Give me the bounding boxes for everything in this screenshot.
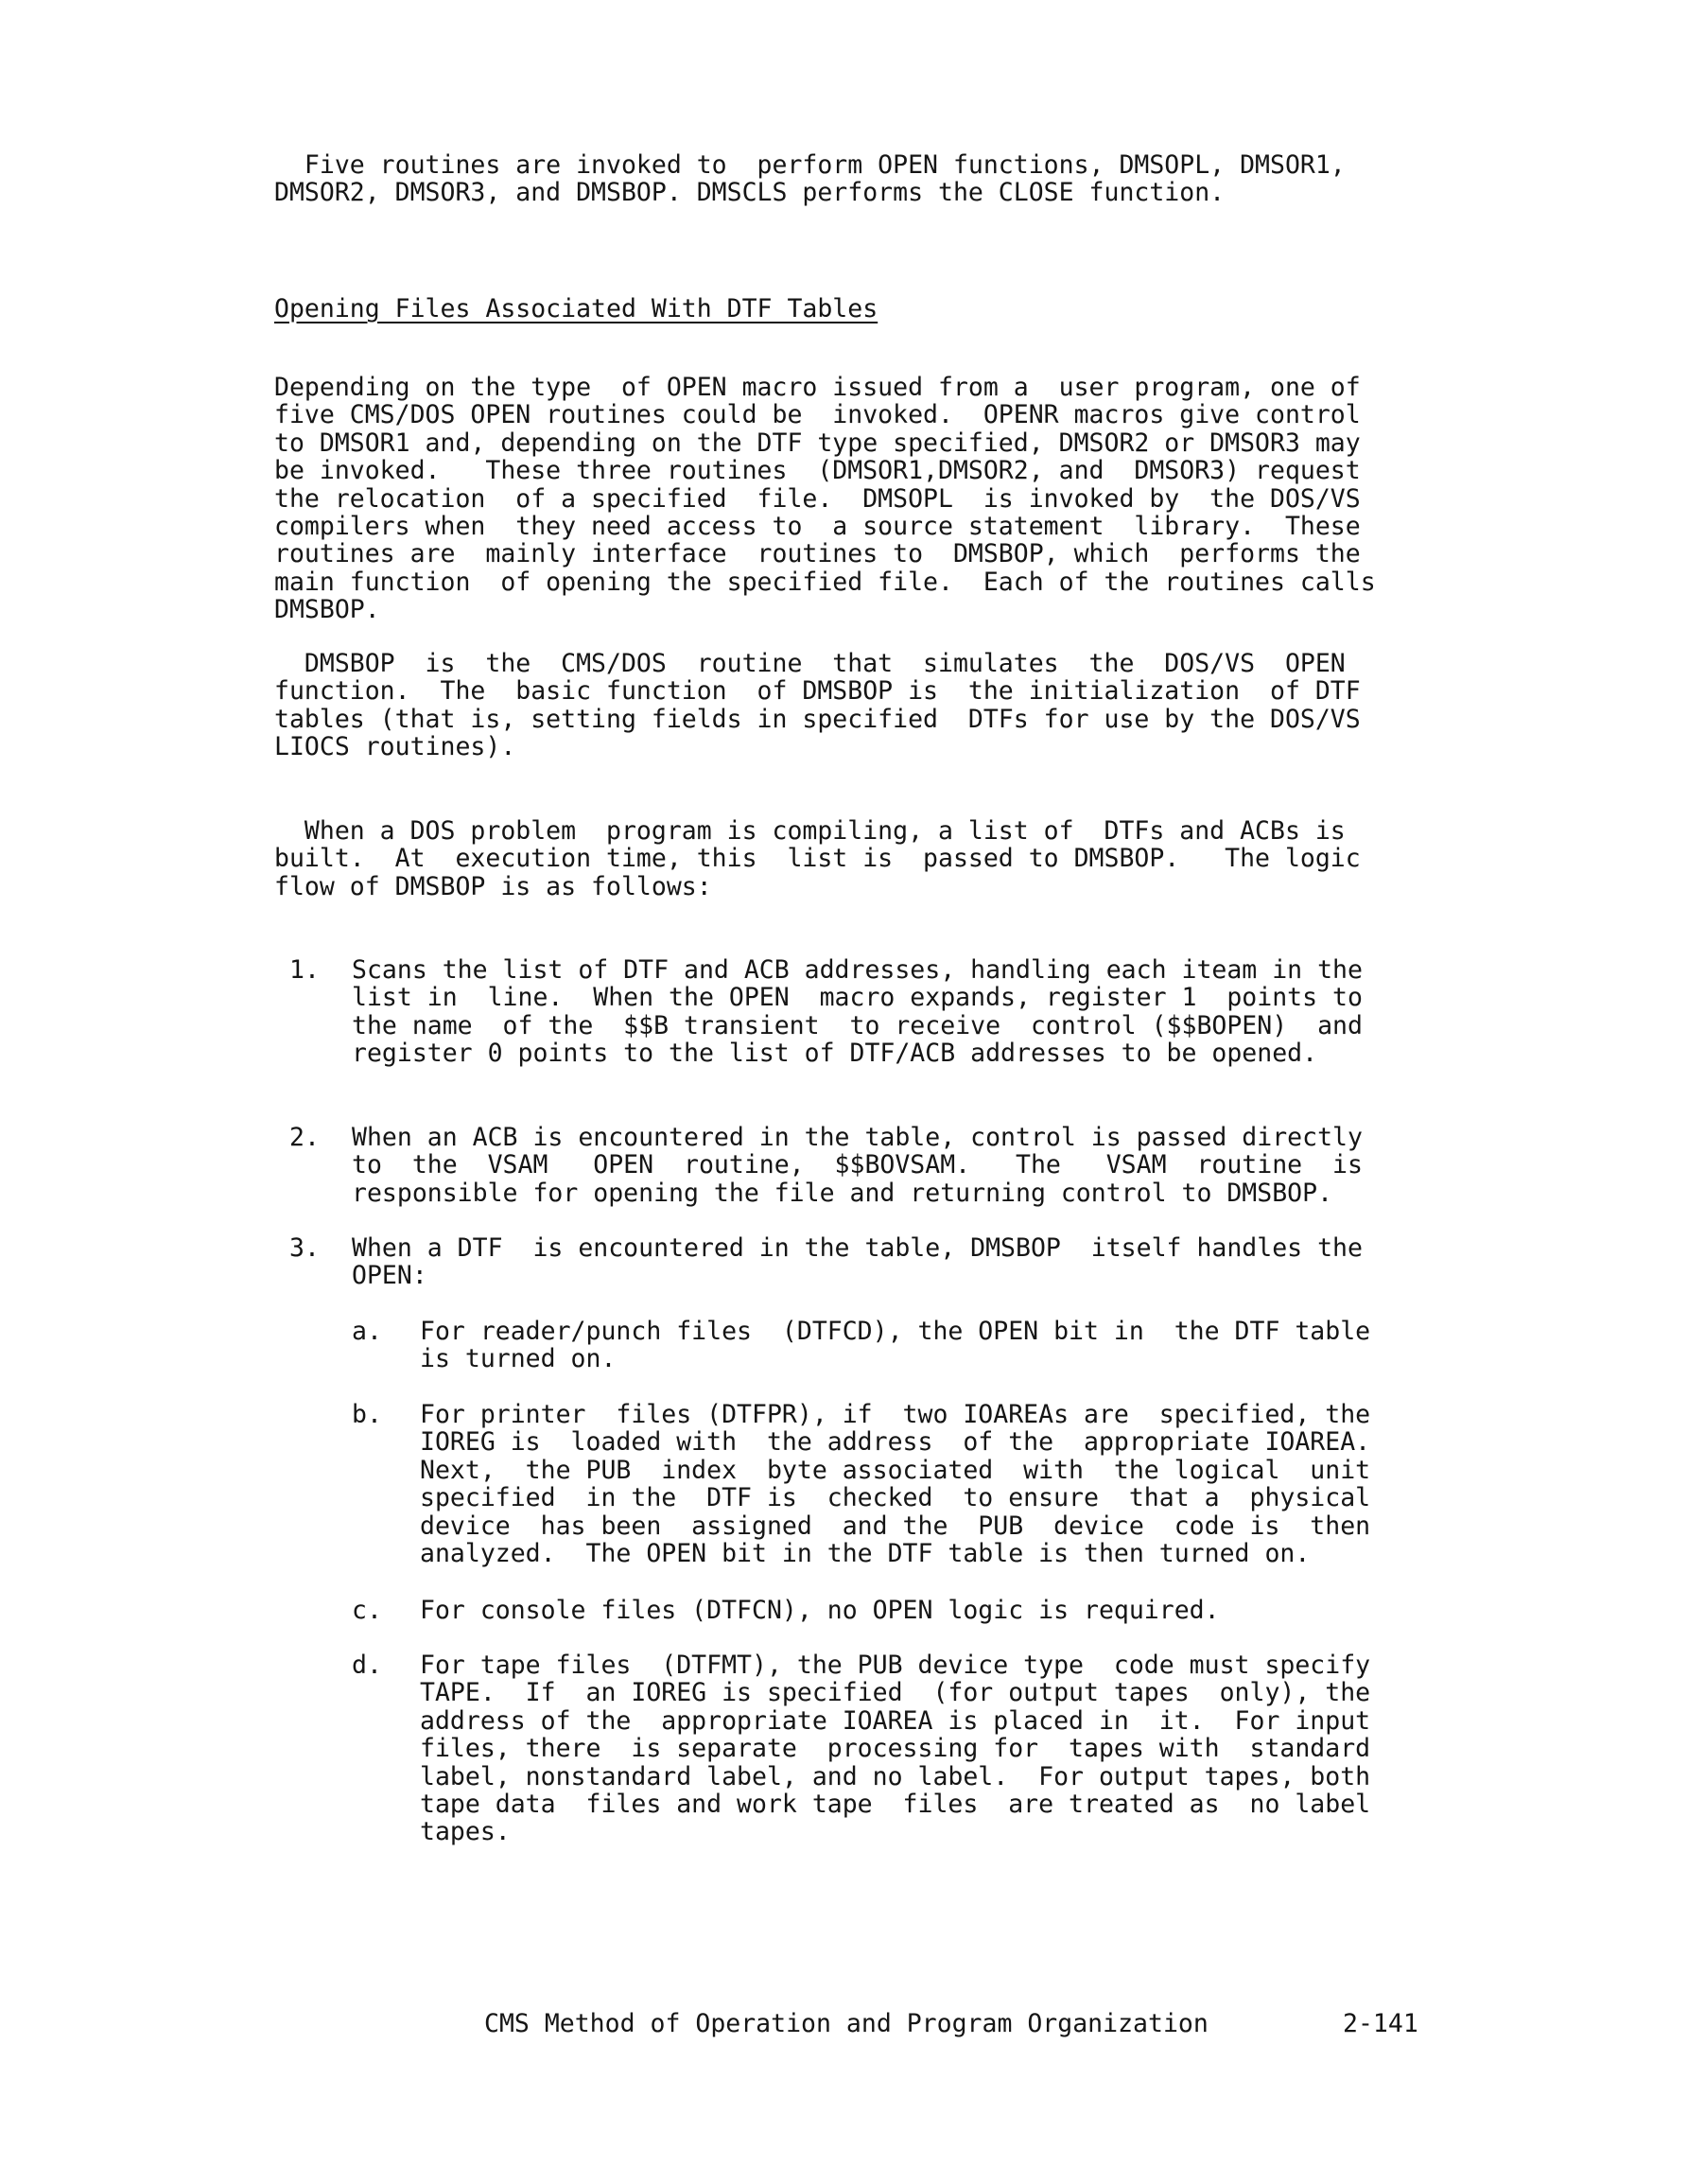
text-line: main function of opening the specified file. Each of the routines calls bbox=[274, 567, 1376, 597]
body-paragraph bbox=[274, 650, 1456, 761]
text-line: For tape files (DTFMT), the PUB device type code must specify bbox=[420, 1651, 1371, 1680]
text-line: five CMS/DOS OPEN routines could be invoked. OPENR macros give control bbox=[274, 400, 1361, 430]
text-line: analyzed. The OPEN bit in the DTF table is then turned on. bbox=[420, 1539, 1311, 1569]
list-marker: d. bbox=[352, 1651, 382, 1680]
page-number: 2-141 bbox=[1343, 2009, 1418, 2038]
text-line: Five routines are invoked to perform OPEN functions, DMSOPL, DMSOR1, bbox=[274, 150, 1346, 180]
sub-list-item bbox=[352, 1597, 1456, 1625]
text-line: tape data files and work tape files are treated as no label bbox=[420, 1790, 1371, 1820]
text-line: Depending on the type of OPEN macro issued from a user program, one of bbox=[274, 373, 1361, 402]
text-line: tapes. bbox=[420, 1817, 511, 1847]
list-item-text bbox=[352, 956, 1456, 1068]
sub-list-item bbox=[352, 1401, 1456, 1571]
text-line: compilers when they need access to a source statement library. These bbox=[274, 512, 1361, 542]
sub-list-item bbox=[352, 1651, 1456, 1850]
text-line: When a DOS problem program is compiling, a list of DTFs and ACBs is bbox=[274, 816, 1346, 846]
sub-list-item bbox=[352, 1318, 1456, 1374]
text-line: DMSBOP is the CMS/DOS routine that simulates the DOS/VS OPEN bbox=[274, 649, 1346, 678]
text-line: Next, the PUB index byte associated with the logical unit bbox=[420, 1455, 1371, 1485]
text-line: DMSOR2, DMSOR3, and DMSBOP. DMSCLS performs the CLOSE function. bbox=[274, 178, 1226, 208]
text-line: to DMSOR1 and, depending on the DTF type specified, DMSOR2 or DMSOR3 may bbox=[274, 428, 1361, 458]
text-line: IOREG is loaded with the address of the appropriate IOAREA. bbox=[420, 1427, 1371, 1458]
text-line: specified in the DTF is checked to ensure that a physical bbox=[420, 1483, 1371, 1513]
text-line: is turned on. bbox=[420, 1344, 617, 1374]
text-line: function. The basic function of DMSBOP is the initialization of DTF bbox=[274, 676, 1361, 707]
text-line: Scans the list of DTF and ACB addresses, handling each iteam in the bbox=[352, 955, 1363, 985]
text-line: For console files (DTFCN), no OPEN logic is required. bbox=[420, 1596, 1220, 1625]
list-item bbox=[274, 1124, 1456, 1209]
list-item-text bbox=[420, 1597, 1456, 1624]
footer-title: CMS Method of Operation and Program Organization bbox=[484, 2009, 1209, 2038]
text-line: the relocation of a specified file. DMSOPL is invoked by the DOS/VS bbox=[274, 483, 1361, 514]
text-line: responsible for opening the file and returning control to DMSBOP. bbox=[352, 1178, 1333, 1208]
text-line: OPEN: bbox=[352, 1261, 427, 1291]
text-line: address of the appropriate IOAREA is placed in it. For input bbox=[420, 1705, 1371, 1736]
text-line: the name of the $$B transient to receive control ($$BOPEN) and bbox=[352, 1010, 1363, 1040]
body-paragraph bbox=[274, 374, 1456, 624]
list-item-text bbox=[420, 1651, 1456, 1846]
text-line: to the VSAM OPEN routine, $$BOVSAM. The VSAM routine is bbox=[352, 1150, 1363, 1180]
list-item-text bbox=[420, 1318, 1456, 1373]
list-item-text bbox=[352, 1124, 1456, 1207]
text-line: register 0 points to the list of DTF/ACB addresses to be opened. bbox=[352, 1039, 1318, 1069]
text-line: When a DTF is encountered in the table, DMSBOP itself handles the bbox=[352, 1233, 1363, 1263]
text-line: When an ACB is encountered in the table, control is passed directly bbox=[352, 1123, 1363, 1152]
text-line: device has been assigned and the PUB device code is then bbox=[420, 1511, 1371, 1541]
text-line: For reader/punch files (DTFCD), the OPEN bit in the DTF table bbox=[420, 1317, 1371, 1346]
text-line: tables (that is, setting fields in specified DTFs for use by the DOS/VS bbox=[274, 704, 1361, 734]
text-line: label, nonstandard label, and no label. For output tapes, both bbox=[420, 1761, 1371, 1791]
text-line: DMSBOP. bbox=[274, 595, 380, 625]
list-item bbox=[274, 1234, 1456, 1291]
list-marker: 3. bbox=[289, 1233, 320, 1263]
text-line: files, there is separate processing for tapes with standard bbox=[420, 1734, 1371, 1764]
list-marker: c. bbox=[352, 1596, 382, 1625]
list-item-text bbox=[420, 1401, 1456, 1567]
text-line: be invoked. These three routines (DMSOR1,DMSOR2, and DMSOR3) request bbox=[274, 456, 1361, 486]
list-marker: 2. bbox=[289, 1123, 320, 1152]
body-paragraph bbox=[274, 817, 1456, 900]
text-line: list in line. When the OPEN macro expands, register 1 points to bbox=[352, 983, 1363, 1013]
text-line: TAPE. If an IOREG is specified (for output tapes only), the bbox=[420, 1678, 1371, 1708]
list-item-text bbox=[352, 1234, 1456, 1290]
text-line: routines are mainly interface routines to DMSBOP, which performs the bbox=[274, 539, 1361, 569]
list-item bbox=[274, 956, 1456, 1070]
text-line: flow of DMSBOP is as follows: bbox=[274, 871, 712, 901]
list-marker: b. bbox=[352, 1400, 382, 1429]
section-heading: Opening Files Associated With DTF Tables bbox=[274, 294, 878, 323]
list-marker: a. bbox=[352, 1317, 382, 1346]
list-marker: 1. bbox=[289, 955, 320, 985]
text-line: LIOCS routines). bbox=[274, 732, 516, 762]
text-line: built. At execution time, this list is passed to DMSBOP. The logic bbox=[274, 844, 1361, 874]
text-line: For printer files (DTFPR), if two IOAREAs are specified, the bbox=[420, 1400, 1371, 1429]
intro-paragraph bbox=[274, 151, 1456, 207]
